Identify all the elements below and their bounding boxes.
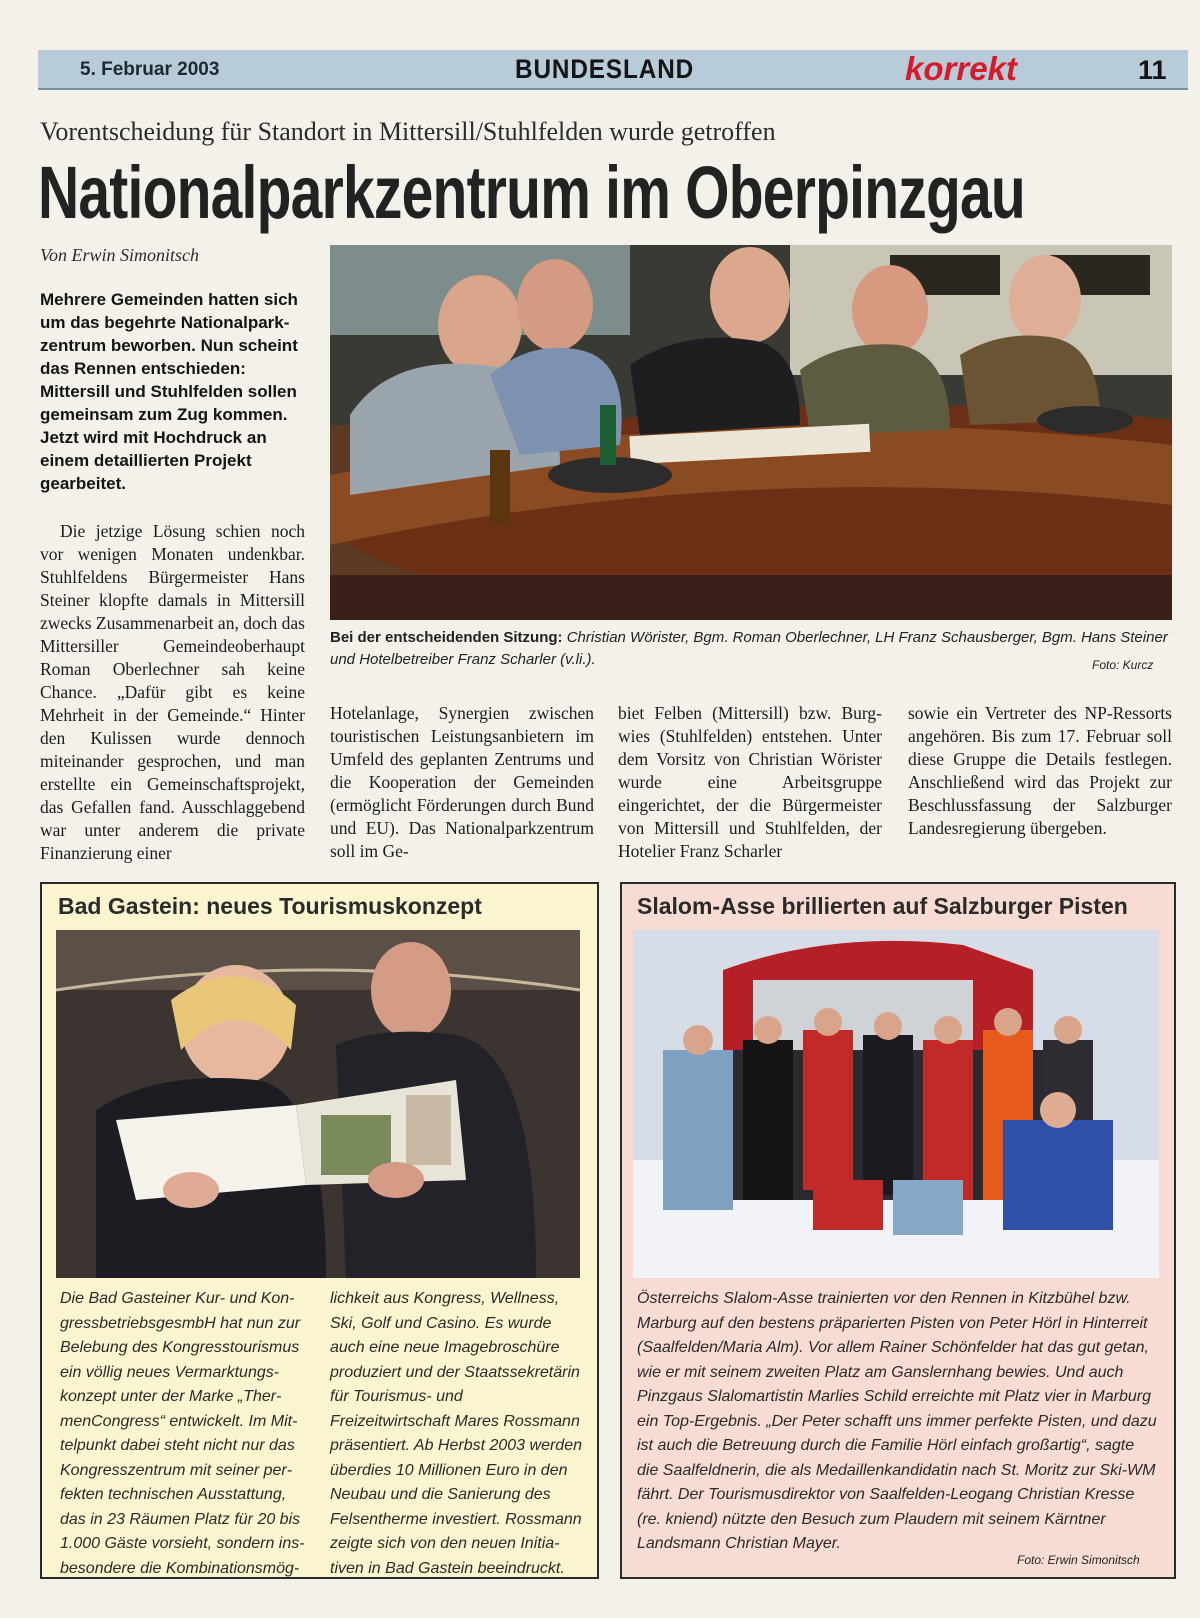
bad-gastein-photo xyxy=(56,930,580,1278)
section-name: BUNDESLAND xyxy=(515,54,695,84)
brand-logo: korrekt xyxy=(905,50,1017,87)
article-headline: Nationalparkzentrum im Oberpinzgau xyxy=(38,151,1025,234)
caption-text: Christian Wörister, Bgm. Roman Oberlechner, LH Franz Schausberger, Bgm. Hans Steiner und Hotelbetreiber Franz Scharler (v.li.). xyxy=(330,629,1168,668)
bad-gastein-title: Bad Gastein: neues Tourismuskonzept xyxy=(58,893,482,919)
meeting-photo-credit: Foto: Kurcz xyxy=(1092,658,1154,672)
meeting-photo xyxy=(330,245,1172,620)
article-byline: Von Erwin Simonitsch xyxy=(40,245,200,265)
article-lead: Mehrere Gemeinden hatten sich um das begehrte Nationalparkzentrum beworben. Nun scheint das Rennen entschieden: Mittersill und Stuhlfelden sollen gemeinsam zum Zug kommen. Jetzt wird mit Hochdruck an einem detaillierten Projekt gearbeitet. xyxy=(40,290,298,493)
article-kicker: Vorentscheidung für Standort in Mittersill/Stuhlfelden wurde getroffen xyxy=(40,117,776,146)
caption-lead: Bei der entscheidenden Sitzung: xyxy=(330,629,563,646)
slalom-text: Österreichs Slalom-Asse trainierten vor den Rennen in Kitzbühel bzw. Marburg auf den bestens präparierten Pisten von Peter Hörl in Hinterreit (Saalfelden/Maria Alm). Vor allem Rainer Schönfelder hat das gut getan, wie er mit seinem zweiten Platz am Ganslernhang bewies. Und auch Pinzgaus Slalomartistin Marlies Schild erreichte mit Platz vier in Marburg ein Top-Ergebnis. „Der Peter schafft uns immer perfekte Pisten, und dazu ist auch die Betreuung durch die Familie Hörl einfach großartig“, sagte die Saalfeldnerin, die als Medaillenkandidatin nach St. Moritz zur Ski-WM fährt. Der Tourismusdirektor von Saalfelden-Leogang Christian Kresse (re. kniend) nützte den Besuch zum Plaudern mit seinem Kärntner Landsmann Christian Mayer. xyxy=(637,1290,1157,1552)
article-column-4: sowie ein Vertreter des NP-Ressorts angehören. Bis zum 17. Februar soll diese Gruppe die Details festlegen. Anschließend wird das Projekt zur Beschlussfassung der Salzburger Landesregierung übergeben. xyxy=(908,703,1172,838)
page-number: 11 xyxy=(1138,55,1167,85)
bad-gastein-text-2: lichkeit aus Kongress, Wellness, Ski, Golf und Casino. Es wurde auch eine neue Imagebroschüre produziert und der Staatssekretärin für Tourismus- und Freizeitwirtschaft Mares Rossmann präsentiert. Ab Herbst 2003 werden überdies 10 Millionen Euro in den Neubau und die Sanierung des Felsentherme investiert. Rossmann zeigte sich von den neuen Initiativen in Bad Gastein beeindruckt. xyxy=(330,1290,582,1577)
bad-gastein-text-1: Die Bad Gasteiner Kur- und KongressbetriebsgesmbH hat nun zur Belebung des Kongresstourismus ein völlig neues Vermarktungskonzept unter der Marke „ThermenCongress“ entwickelt. Im Mittelpunkt dabei steht nicht nur das Kongresszentrum mit seiner perfekten technischen Ausstattung, das in 23 Räumen Platz für 20 bis 1.000 Gäste vorsieht, sondern insbesondere die Kombinationsmög- xyxy=(60,1290,305,1577)
issue-date: 5. Februar 2003 xyxy=(80,59,220,80)
slalom-title: Slalom-Asse brillierten auf Salzburger Pisten xyxy=(637,893,1128,919)
article-column-1: Die jetzige Lösung schien noch vor wenigen Monaten undenkbar. Stuhlfeldens Bürgermeister Hans Steiner klopfte damals in Mittersill zwecks Zusammenarbeit an, doch das Mittersiller Gemeindeoberhaupt Roman Oberlechner sah keine Chance. „Dafür gibt es keine Mehrheit in der Gemeinde.“ Hinter den Kulissen wurde dennoch miteinander gesprochen, und man erstellte ein Gemeinschaftsprojekt, das Gefallen fand. Ausschlaggebend war unter anderem die private Finanzierung einer xyxy=(40,521,305,863)
slalom-photo xyxy=(633,930,1159,1278)
article-column-3: biet Felben (Mittersill) bzw. Burgwies (Stuhlfelden) entstehen. Unter dem Vorsitz von Christian Wörister wurde eine Arbeitsgruppe eingerichtet, der die Bürgermeister von Mittersill und Stuhlfelden, der Hotelier Franz Scharler xyxy=(618,703,882,861)
slalom-photo-credit: Foto: Erwin Simonitsch xyxy=(1017,1553,1140,1567)
meeting-photo-caption xyxy=(330,627,1170,671)
article-column-2: Hotelanlage, Synergien zwischen touristischen Leistungsanbietern im Umfeld des geplanten Zentrums und die Kooperation der Gemeinden (ermöglicht Förderungen durch Bund und EU). Das Nationalparkzentrum soll im Ge- xyxy=(330,703,594,861)
